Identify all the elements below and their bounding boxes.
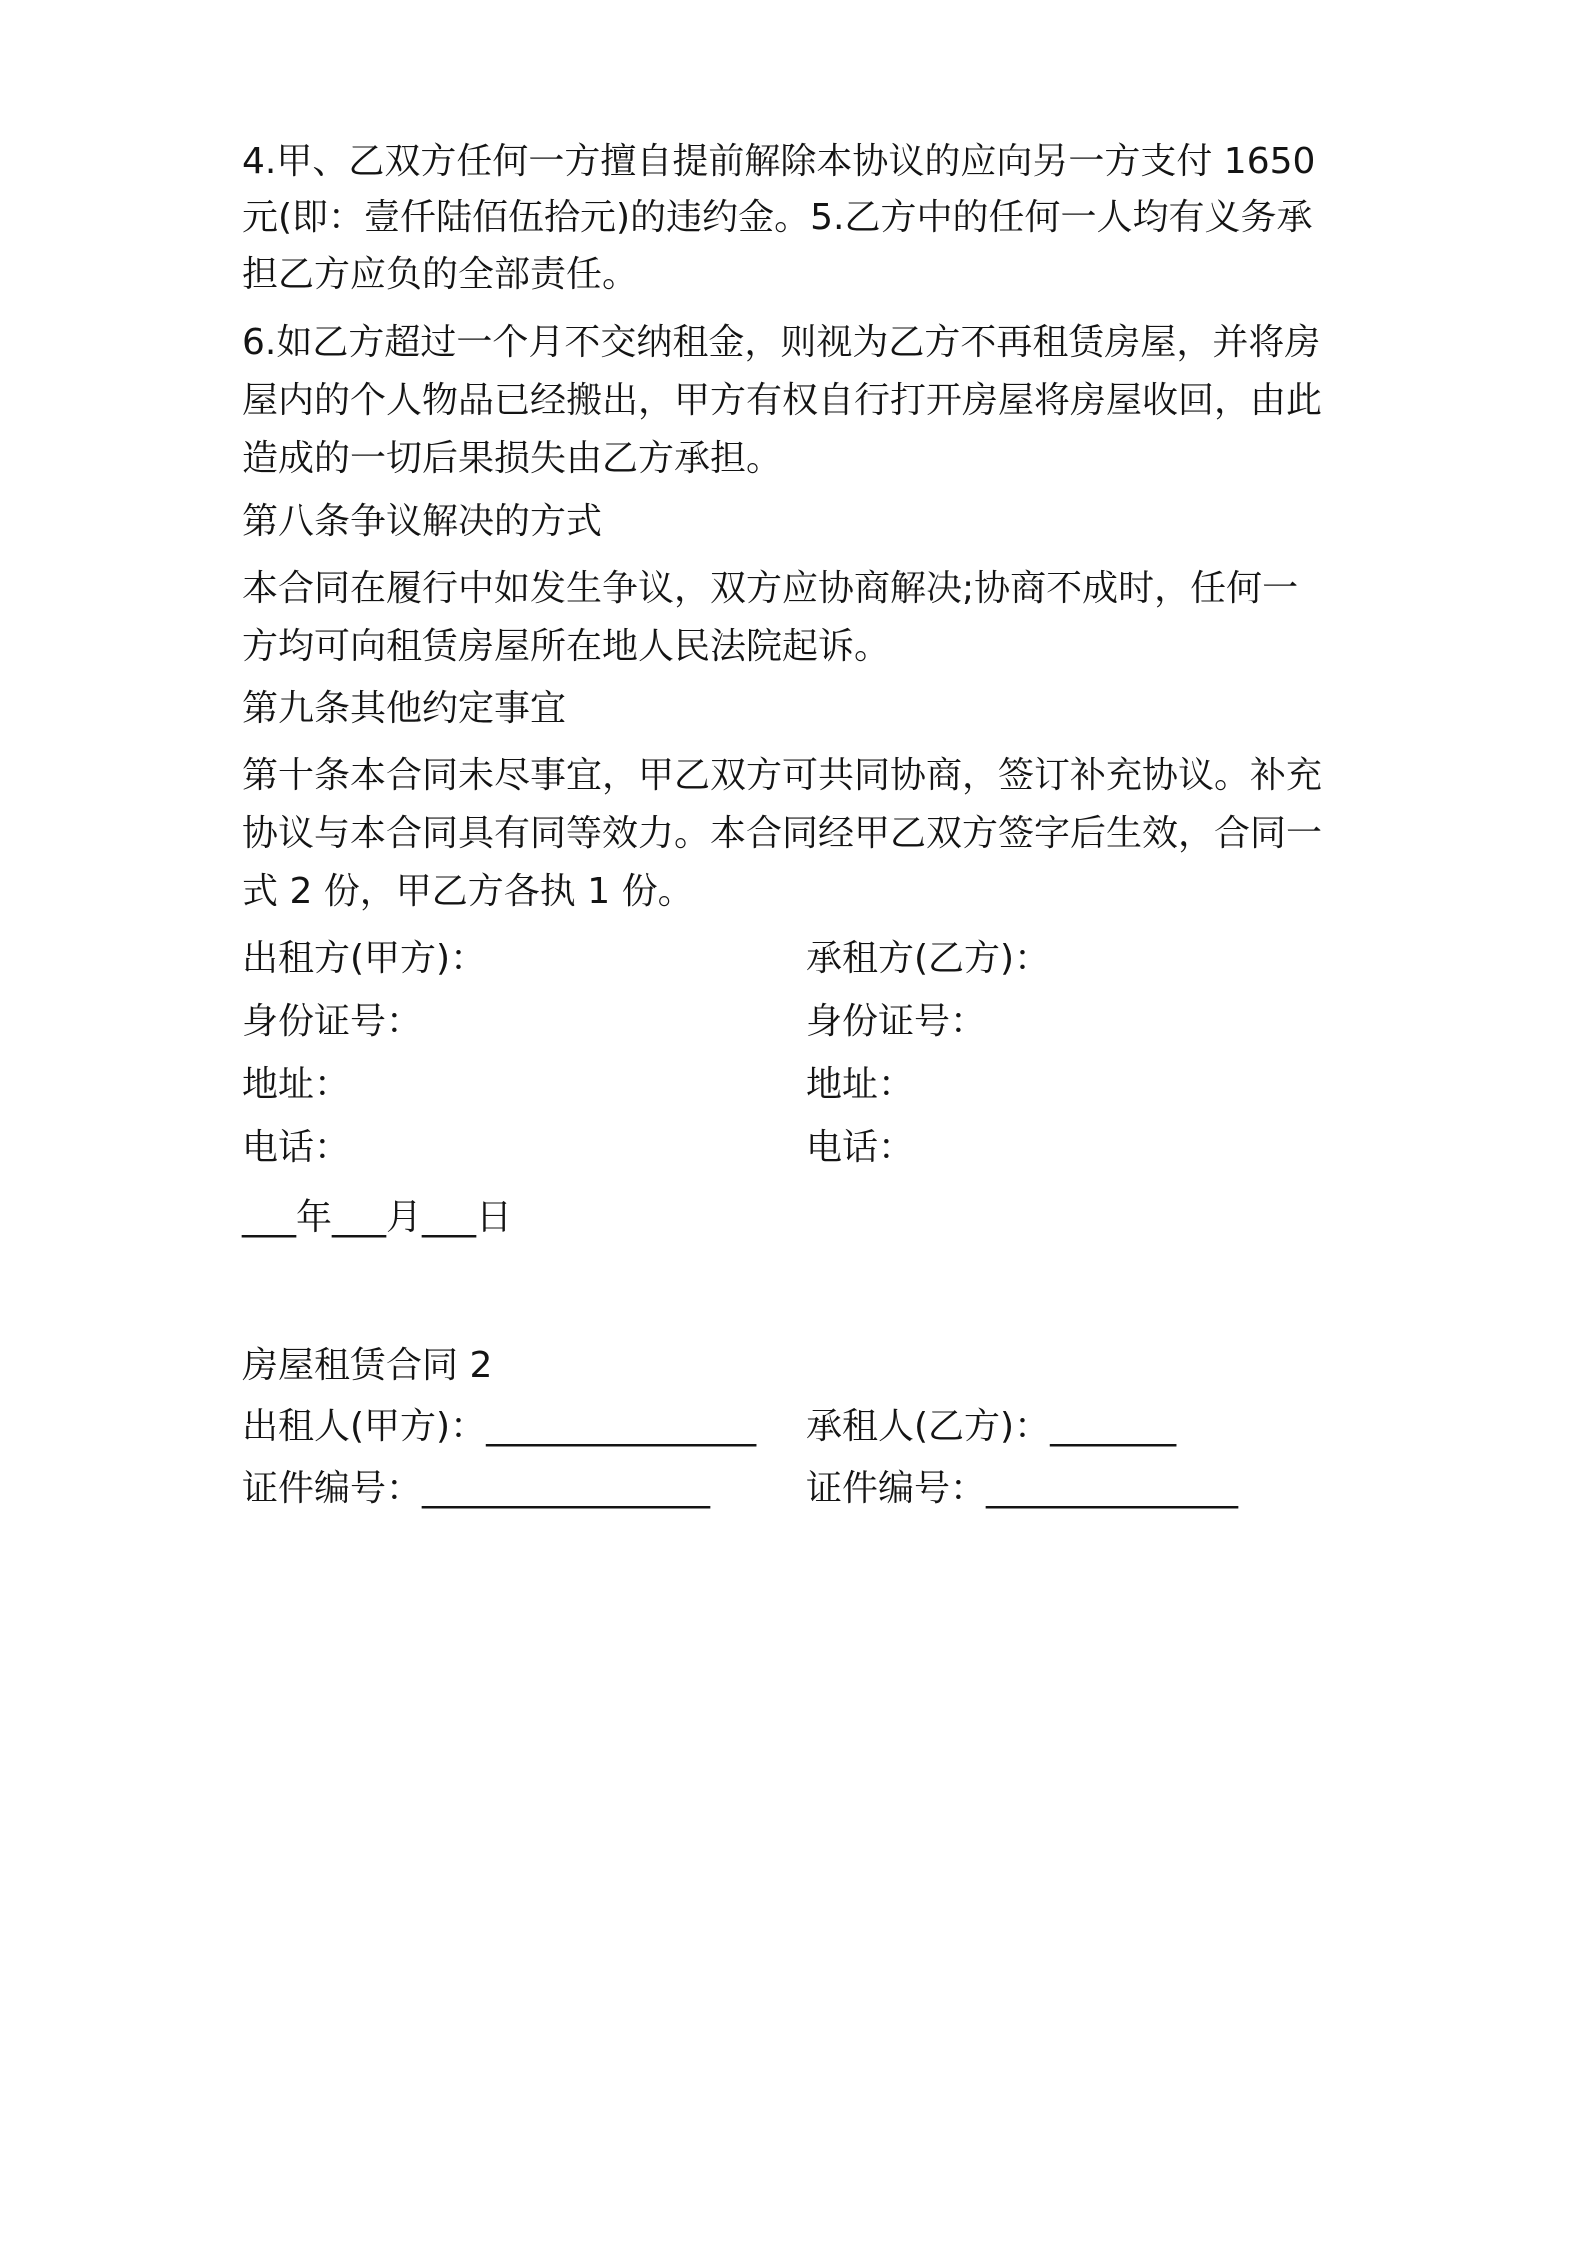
lessor-field: 出租人(甲方)：_______________ xyxy=(242,1406,757,1447)
landlord-address-label: 地址： xyxy=(242,1064,351,1105)
lessor-id-field: 证件编号：________________ xyxy=(242,1468,711,1509)
paragraph-line: 4.甲、乙双方任何一方擅自提前解除本协议的应向另一方支付 1650 xyxy=(242,141,1316,182)
paragraph-line: 方均可向租赁房屋所在地人民法院起诉。 xyxy=(242,626,891,667)
date-line: ___年___月___日 xyxy=(242,1197,513,1238)
tenant-id-label: 身份证号： xyxy=(806,1001,987,1042)
landlord-id-label: 身份证号： xyxy=(242,1001,423,1042)
paragraph-line: 屋内的个人物品已经搬出，甲方有权自行打开房屋将房屋收回，由此 xyxy=(242,380,1323,421)
landlord-phone-label: 电话： xyxy=(242,1127,351,1168)
tenant-address-label: 地址： xyxy=(806,1064,915,1105)
paragraph-line: 造成的一切后果损失由乙方承担。 xyxy=(242,438,783,479)
second-contract-title: 房屋租赁合同 2 xyxy=(242,1345,493,1386)
section-heading: 第八条争议解决的方式 xyxy=(242,501,603,542)
lessee-id-field: 证件编号：______________ xyxy=(806,1468,1239,1509)
paragraph-line: 6.如乙方超过一个月不交纳租金，则视为乙方不再租赁房屋，并将房 xyxy=(242,322,1321,363)
paragraph-line: 担乙方应负的全部责任。 xyxy=(242,254,639,295)
paragraph-line: 协议与本合同具有同等效力。本合同经甲乙双方签字后生效，合同一 xyxy=(242,813,1323,854)
landlord-label: 出租方(甲方)： xyxy=(242,938,487,979)
lessee-field: 承租人(乙方)：_______ xyxy=(806,1406,1177,1447)
paragraph-line: 本合同在履行中如发生争议，双方应协商解决;协商不成时，任何一 xyxy=(242,568,1299,609)
tenant-label: 承租方(乙方)： xyxy=(806,938,1051,979)
paragraph-line: 元(即：壹仟陆佰伍拾元)的违约金。5.乙方中的任何一人均有义务承 xyxy=(242,197,1313,238)
paragraph-line: 第十条本合同未尽事宜，甲乙双方可共同协商，签订补充协议。补充 xyxy=(242,755,1323,796)
tenant-phone-label: 电话： xyxy=(806,1127,915,1168)
section-heading: 第九条其他约定事宜 xyxy=(242,688,567,729)
paragraph-line: 式 2 份，甲乙方各执 1 份。 xyxy=(242,871,694,912)
